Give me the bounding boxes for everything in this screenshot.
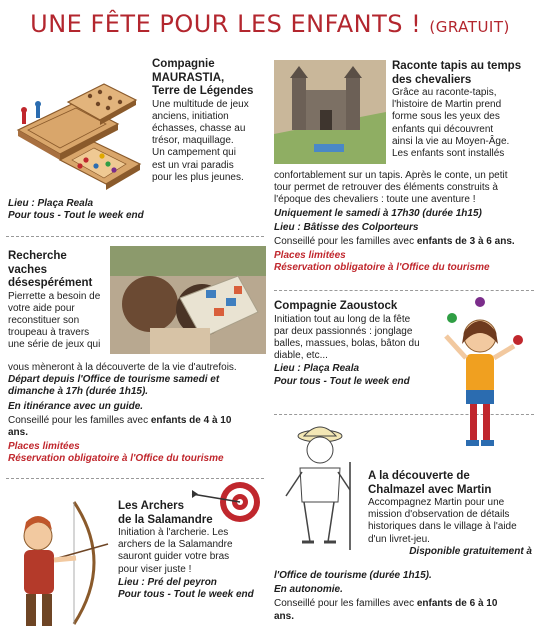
explorer-illustration	[276, 422, 362, 550]
maurastia-info	[8, 198, 264, 222]
vaches-line: Pierrette a besoin de	[8, 290, 101, 302]
zaoustock-section	[274, 300, 434, 388]
martin-section	[368, 470, 532, 558]
tapis-line: ainsi la vie au Moyen-Âge.	[392, 135, 510, 147]
vaches-conseil-end: ans.	[8, 427, 29, 439]
tapis-line: forme sous les yeux des	[392, 111, 500, 123]
vaches-line: reconstituer son	[8, 314, 80, 326]
tapis-title-2: des chevaliers	[392, 73, 472, 86]
maurastia-line: anciens, initiation	[152, 110, 229, 122]
vaches-line: vous mèneront à la découverte de la vie d'autrefois.	[8, 362, 237, 373]
tapis-line: tour permet de retrouver des éléments construits à	[274, 182, 498, 194]
vaches-line: une série de jeux qui	[8, 339, 101, 351]
martin-line: historiques dans le village à l'aide	[368, 521, 517, 533]
martin-conseil-end: ans.	[274, 610, 295, 622]
zaoustock-line: Initiation tout au long de la fête	[274, 313, 411, 325]
tapis-line: confortablement sur un tapis. Après le conte, un petit	[274, 170, 508, 181]
juggler-girl-illustration	[430, 296, 530, 452]
tapis-top	[392, 60, 532, 160]
martin-line: d'un livret-jeu.	[368, 533, 430, 545]
archers-line: Initiation à l'archerie. Les	[118, 527, 229, 538]
zaoustock-line: par deux passionnés : jonglage	[274, 325, 413, 337]
vaches-conseil-age: enfants de 4 à 10	[150, 414, 232, 426]
vaches-depart-1: Départ depuis l'Office de tourisme samedi et	[8, 374, 220, 386]
tapis-when: Uniquement le samedi à 17h30 (durée 1h15)	[274, 207, 482, 219]
tapis-conseil-text: Conseillé pour les familles avec	[274, 236, 417, 248]
maurastia-line: échasses, chasse au	[152, 122, 246, 134]
maurastia-line: est un vrai paradis	[152, 159, 234, 171]
martin-title-1: A la découverte de	[368, 470, 470, 482]
tapis-places: Places limitées	[274, 250, 346, 262]
maurastia-line: trésor, maquillage.	[152, 135, 234, 147]
maurastia-title-2: Terre de Légendes	[152, 85, 254, 97]
tapis-line: l'histoire de Martin prend	[392, 99, 502, 111]
archers-lieu: Lieu : Pré del peyron	[118, 576, 217, 588]
tapis-lieu: Lieu : Bâtisse des Colporteurs	[274, 221, 419, 233]
vaches-reservation: Réservation obligatoire à l'Office du tourisme	[8, 453, 224, 465]
zaoustock-when: Pour tous - Tout le week end	[274, 375, 410, 387]
maurastia-title-1: Compagnie MAURASTIA,	[152, 58, 225, 84]
martin-disponible: Disponible gratuitement à	[409, 545, 532, 557]
martin-line: mission d'observation de détails	[368, 509, 510, 521]
martin-bottom	[274, 570, 534, 623]
tapis-line: enfants qui découvrent	[392, 123, 494, 135]
tapis-line: Les enfants sont installés	[392, 148, 505, 160]
martin-conseil-age: enfants de 6 à 10	[416, 598, 498, 610]
martin-office: l'Office de tourisme (durée 1h15).	[274, 570, 432, 581]
martin-title-2: Chalmazel avec Martin	[368, 483, 492, 496]
archers-title-1: Les Archers	[118, 500, 185, 512]
divider	[274, 290, 534, 291]
vaches-top	[8, 250, 110, 352]
tapis-line: l'époque des chevaliers : toute une aventure !	[274, 194, 476, 206]
tapis-bottom	[274, 170, 534, 275]
martin-autonomie: En autonomie.	[274, 584, 343, 596]
vaches-line: votre aide pour	[8, 302, 75, 314]
martin-conseil	[274, 598, 534, 610]
zaoustock-lieu: Lieu : Plaça Reala	[274, 363, 360, 375]
martin-conseil-text: Conseillé pour les familles avec	[274, 598, 417, 610]
archers-title-2: de la Salamandre	[118, 513, 213, 526]
archers-line: archers de la Salamandre	[118, 539, 233, 551]
vaches-title-1: Recherche	[8, 250, 67, 262]
tapis-conseil	[274, 236, 534, 248]
tapis-title-1: Raconte tapis au temps	[392, 60, 522, 72]
maurastia-section	[152, 58, 264, 184]
vaches-line: troupeau à travers	[8, 327, 90, 339]
tapis-conseil-age: enfants de 3 à 6 ans.	[416, 236, 515, 248]
title-main: UNE FÊTE POUR LES ENFANTS !	[30, 10, 422, 38]
zaoustock-title: Compagnie Zaoustock	[274, 300, 398, 312]
castle-mat-photo	[274, 60, 386, 164]
board-games-illustration	[8, 68, 148, 196]
divider	[6, 478, 264, 479]
maurastia-line: Une multitude de jeux	[152, 98, 249, 110]
archer-illustration	[4, 492, 112, 634]
archers-line: sauront guider votre bras	[118, 551, 230, 563]
vaches-places: Places limitées	[8, 441, 80, 453]
martin-line: Accompagnez Martin pour une	[368, 497, 505, 508]
maurastia-line: pour les plus jeunes.	[152, 171, 244, 183]
archers-line: pour viser juste !	[118, 563, 192, 575]
children-game-photo	[110, 246, 266, 354]
tapis-line: Grâce au raconte-tapis,	[392, 87, 497, 98]
tapis-reservation: Réservation obligatoire à l'Office du tourisme	[274, 262, 490, 274]
page-title	[0, 10, 540, 38]
vaches-title-3: désespérément	[8, 277, 93, 289]
divider	[6, 236, 264, 237]
zaoustock-line: diable, etc...	[274, 350, 328, 362]
archers-section	[118, 500, 264, 601]
vaches-itinerance: En itinérance avec un guide.	[8, 400, 144, 412]
vaches-depart-2: dimanche à 17h (durée 1h15).	[8, 386, 149, 398]
zaoustock-line: balles, massues, bolas, bâton du	[274, 337, 420, 349]
archers-when: Pour tous - Tout le week end	[118, 589, 254, 601]
title-tag: (GRATUIT)	[429, 18, 510, 36]
maurastia-line: Un campement qui	[152, 147, 236, 159]
maurastia-lieu: Lieu : Plaça Reala	[8, 198, 94, 209]
vaches-conseil	[8, 415, 264, 427]
vaches-conseil-text: Conseillé pour les familles avec	[8, 414, 151, 426]
maurastia-when: Pour tous - Tout le week end	[8, 210, 144, 222]
vaches-title-2: vaches	[8, 263, 48, 276]
vaches-bottom	[8, 362, 264, 466]
